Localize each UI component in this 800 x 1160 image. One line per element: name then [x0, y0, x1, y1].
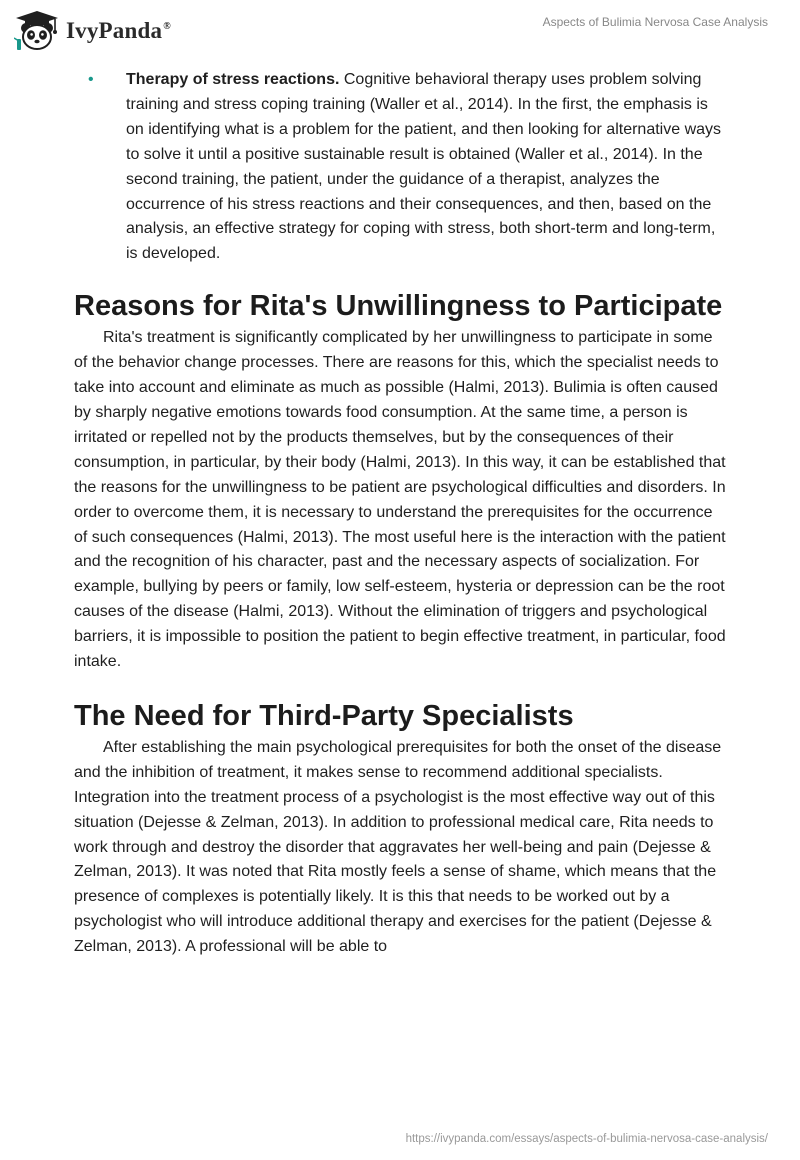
running-title: Aspects of Bulimia Nervosa Case Analysis	[542, 15, 768, 29]
section-heading-need: The Need for Third-Party Specialists	[74, 699, 574, 732]
panda-graduate-icon	[14, 9, 60, 51]
page-header	[0, 0, 800, 60]
paragraph-reasons: Rita's treatment is significantly complicated by her unwillingness to participate in some of the behavior change processes. There are reasons for this, which the specialist needs to take into account and eliminate as much as possible (Halmi, 2013). Bulimia is often caused by sharply negative emotions towards food consumption. At the same time, a person is irritated or repelled not by the products themselves, but by the consequences of their consumption, in particular, by their body (Halmi, 2013). In this way, it can be established that the reasons for the unwillingness to be patient are psychological difficulties and disorders. In order to overcome them, it is necessary to understand the prerequisites for the occurrence of such consequences (Halmi, 2013). The most useful here is the interaction with the patient and the recognition of his character, past and the necessary aspects of socialization. For example, bullying by peers or family, low self-esteem, hysteria or depression can be the root causes of the disease (Halmi, 2013). Without the elimination of triggers and psychological barriers, it is impossible to position the patient to begin effective treatment, in particular, food intake.	[74, 329, 726, 671]
essay-body	[74, 68, 726, 960]
bullet-title: Therapy of stress reactions.	[126, 71, 340, 88]
list-item	[74, 68, 726, 267]
ivypanda-logo[interactable]	[14, 9, 171, 51]
footer-url[interactable]: https://ivypanda.com/essays/aspects-of-bulimia-nervosa-case-analysis/	[405, 1133, 768, 1145]
section-heading-reasons: Reasons for Rita's Unwillingness to Participate	[74, 290, 723, 323]
brand-name: IvyPanda®	[66, 18, 171, 43]
bullet-text: Cognitive behavioral therapy uses problem solving training and stress coping training (Waller et al., 2014). In the first, the emphasis is on identifying what is a problem for the patient, and then looking for alternative ways to solve it until a positive sustainable result is obtained (Waller et al., 2014). In the second training, the patient, under the guidance of a therapist, analyzes the occurrence of his stress reactions and their consequences, and then, based on the analysis, an effective strategy for coping with stress, both short-term and long-term, is developed.	[126, 71, 722, 263]
registered-mark: ®	[163, 21, 171, 32]
paragraph-need: After establishing the main psychological prerequisites for both the onset of the disease and the inhibition of treatment, it makes sense to recommend additional specialists. Integration into the treatment process of a psychologist is the most effective way out of this situation (Dejesse & Zelman, 2013). In addition to professional medical care, Rita needs to work through and destroy the disorder that aggravates her well-being and pain (Dejesse & Zelman, 2013). It was noted that Rita mostly feels a sense of shame, which means that the presence of complexes is potentially likely. It is this that needs to be worked out by a psychologist who will introduce additional therapy and exercises for the patient (Dejesse & Zelman, 2013). A professional will be able to	[74, 738, 722, 956]
bullet-marker: •	[88, 71, 94, 88]
bullet-list	[74, 68, 726, 267]
